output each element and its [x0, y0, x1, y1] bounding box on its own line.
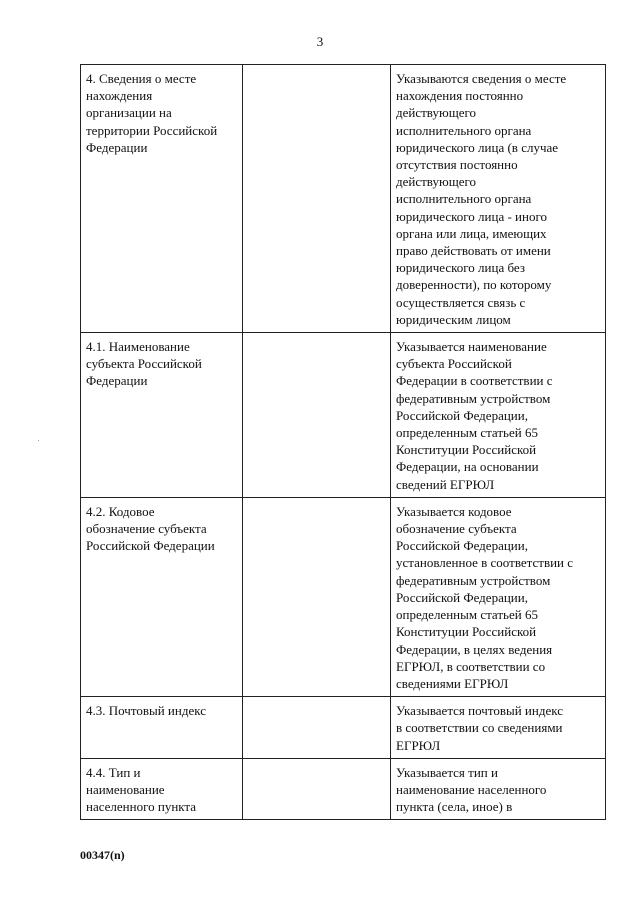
instruction-cell: Указывается наименование субъекта Российской Федерации в соответствии с федеративным устройством Российской Федерации, определенным статьей 65 Конституции Российской Федерации, на основании сведений ЕГРЮЛ [391, 333, 606, 498]
field-value-cell [243, 497, 391, 696]
table-row [81, 697, 606, 759]
requirements-table [80, 64, 606, 820]
scan-artifact [38, 440, 39, 441]
table-row [81, 497, 606, 696]
field-name-cell: 4.3. Почтовый индекс [81, 697, 243, 759]
table-row [81, 65, 606, 333]
field-name-cell: 4.4. Тип и наименование населенного пункта [81, 758, 243, 820]
field-value-cell [243, 697, 391, 759]
instruction-cell: Указывается тип и наименование населенного пункта (села, иное) в [391, 758, 606, 820]
table-row [81, 758, 606, 820]
instruction-cell: Указывается кодовое обозначение субъекта Российской Федерации, установленное в соответствии с федеративным устройством Российской Федерации, определенным статьей 65 Конституции Российской Федерации, в целях ведения ЕГРЮЛ, в соответствии со сведениями ЕГРЮЛ [391, 497, 606, 696]
instruction-cell: Указываются сведения о месте нахождения постоянно действующего исполнительного органа юридического лица (в случае отсутствия постоянно действующего исполнительного органа юридического лица - иного органа или лица, имеющих право действовать от имени юридического лица без доверенности), по которому осуществляется связь с юридическим лицом [391, 65, 606, 333]
page-number: 3 [316, 34, 324, 49]
field-value-cell [243, 333, 391, 498]
field-value-cell [243, 758, 391, 820]
instruction-cell: Указывается почтовый индекс в соответствии со сведениями ЕГРЮЛ [391, 697, 606, 759]
document-code: 00347(n) [80, 848, 125, 862]
field-value-cell [243, 65, 391, 333]
field-name-cell: 4. Сведения о месте нахождения организации на территории Российской Федерации [81, 65, 243, 333]
table-row [81, 333, 606, 498]
field-name-cell: 4.1. Наименование субъекта Российской Федерации [81, 333, 243, 498]
field-name-cell: 4.2. Кодовое обозначение субъекта Российской Федерации [81, 497, 243, 696]
